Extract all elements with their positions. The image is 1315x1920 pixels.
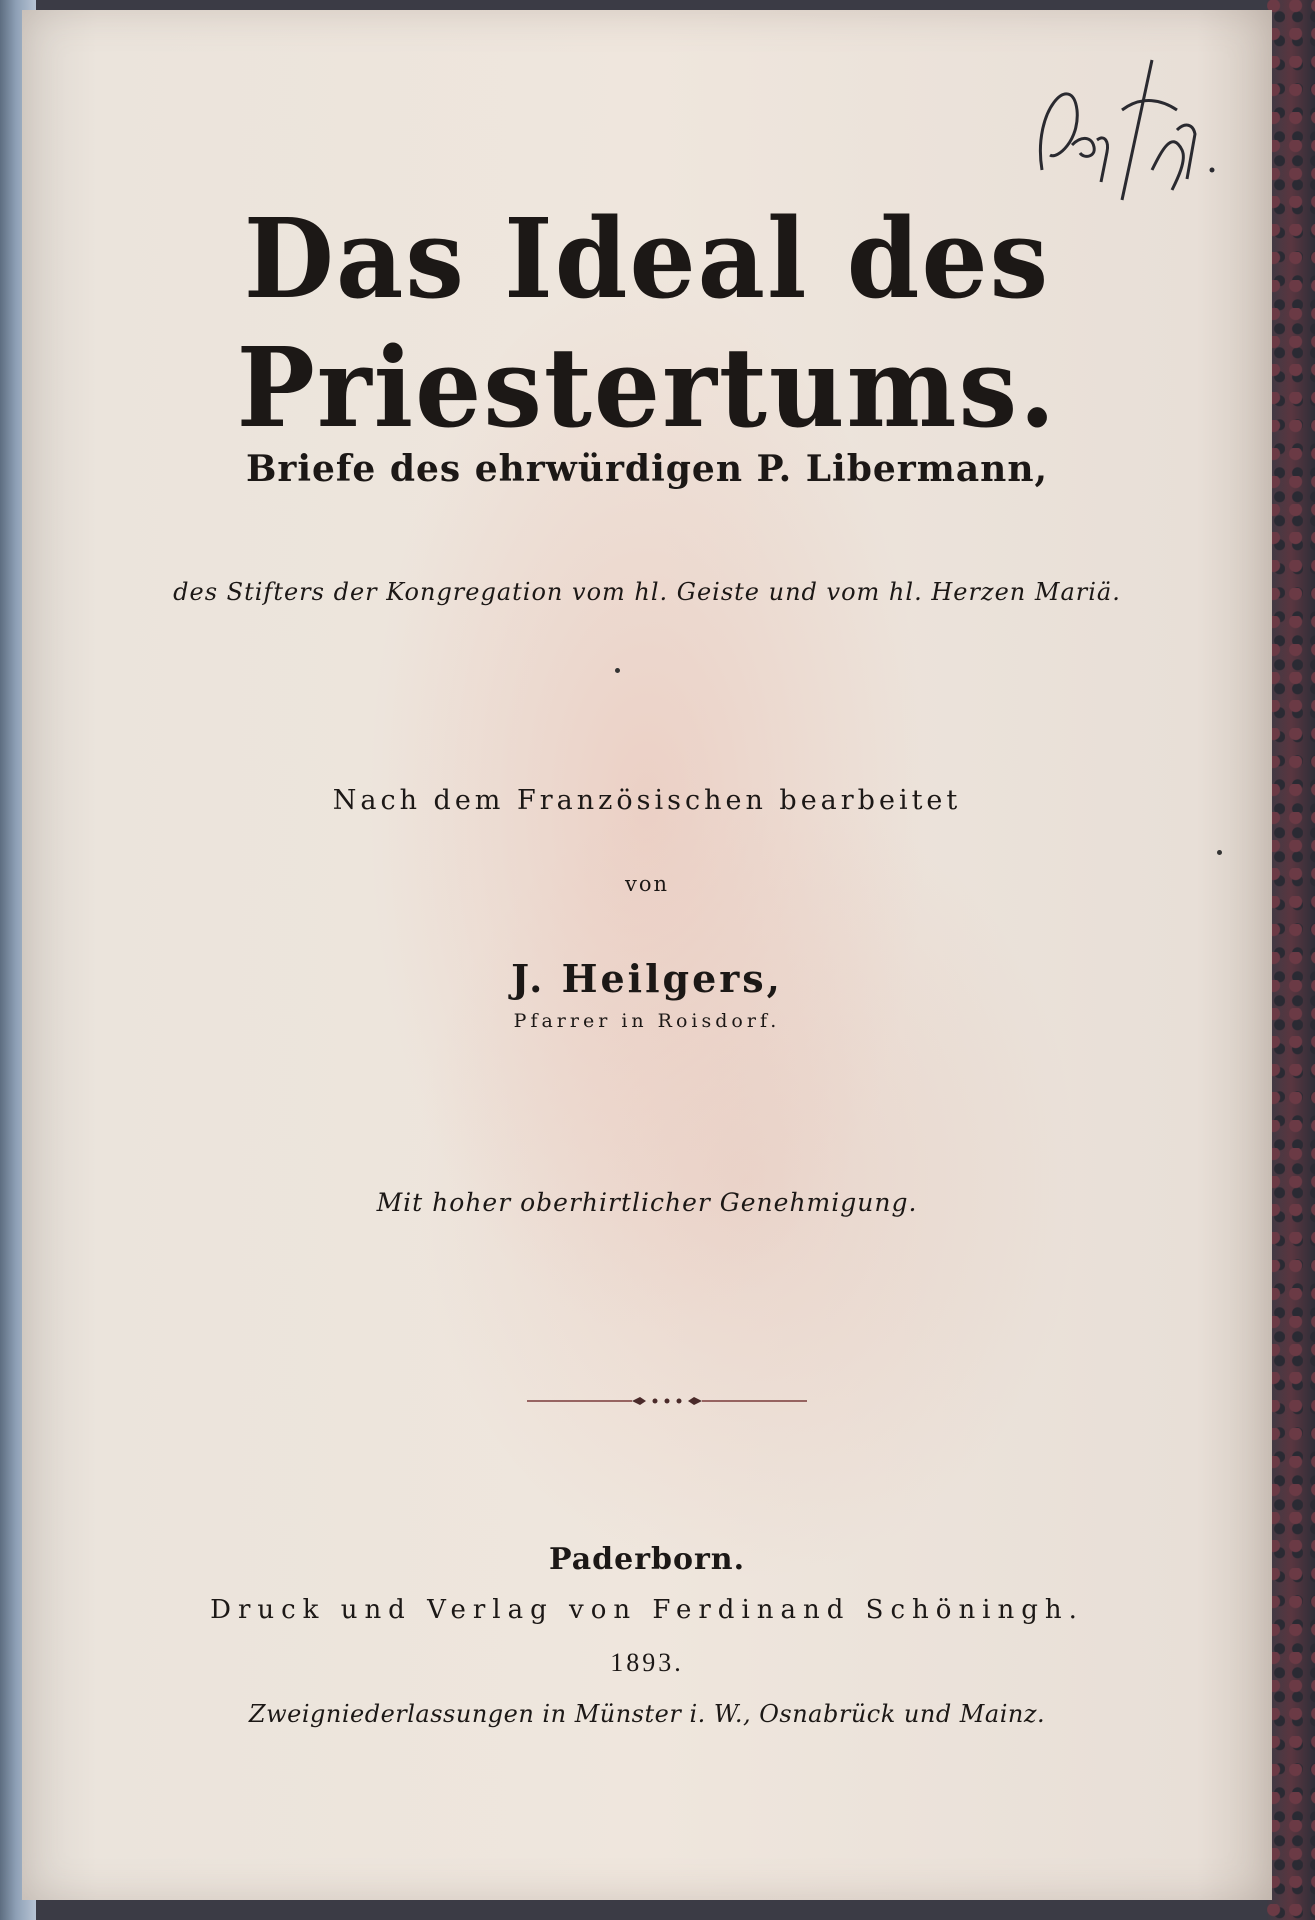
ink-speck — [615, 668, 620, 673]
marbled-cover-edge — [1267, 0, 1315, 1920]
book-subtitle: Briefe des ehrwürdigen P. Libermann, — [245, 448, 1049, 490]
publication-year: 1893. — [610, 1648, 684, 1677]
publication-place: Paderborn. — [548, 1542, 746, 1577]
approval-note: Mit hoher oberhirtlicher Genehmigung. — [376, 1188, 918, 1217]
ink-speck — [1217, 850, 1222, 855]
founder-line: des Stifters der Kongregation vom hl. Geiste und vom hl. Herzen Mariä. — [173, 578, 1121, 606]
author-name: J. Heilgers, — [511, 956, 783, 1001]
title-page — [22, 10, 1272, 1900]
ornamental-rule-icon — [527, 1395, 807, 1407]
author-role: Pfarrer in Roisdorf. — [513, 1010, 781, 1032]
book-title: Das Ideal des Priestertums. — [236, 193, 1058, 453]
branch-offices: Zweigniederlassungen in Münster i. W., Osnabrück und Mainz. — [248, 1700, 1046, 1728]
translation-note: Nach dem Französischen bearbeitet — [332, 785, 962, 816]
publisher-line: Druck und Verlag von Ferdinand Schöningh. — [210, 1595, 1084, 1625]
by-label: von — [624, 872, 670, 896]
